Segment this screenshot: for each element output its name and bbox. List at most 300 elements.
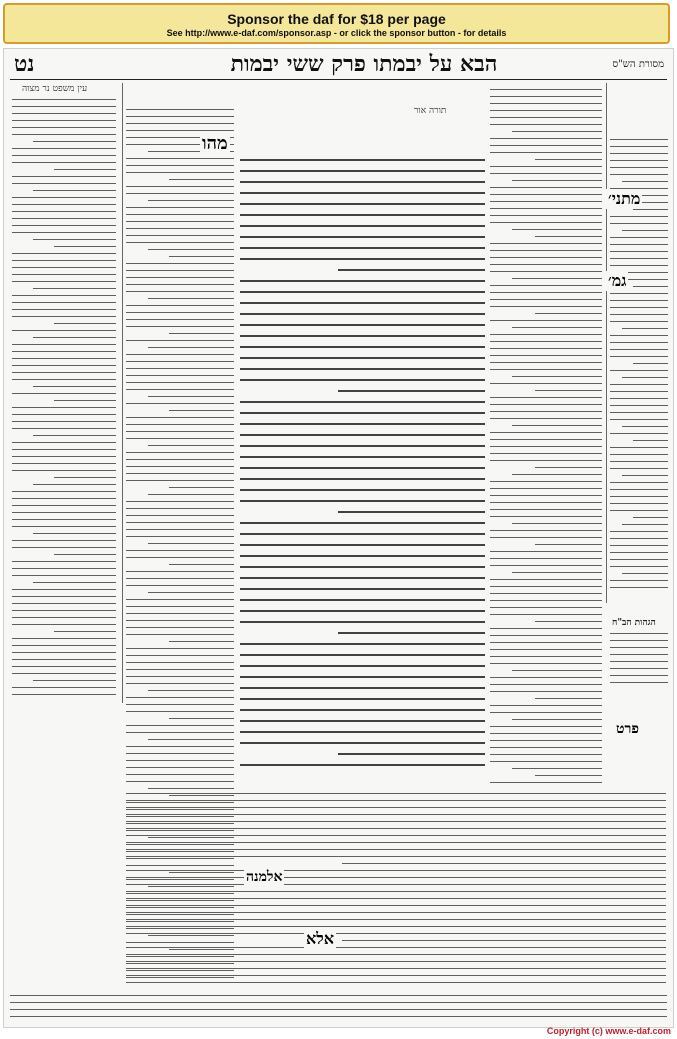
text-line [240,401,485,403]
text-line [610,587,668,588]
text-line [240,522,485,524]
text-line [490,551,602,552]
copyright-text: Copyright (c) www.e-daf.com [546,1026,671,1036]
text-line [610,640,668,641]
text-line [610,675,668,676]
text-line [148,592,234,593]
text-line [126,214,234,215]
text-line [610,307,668,308]
text-line [490,383,602,384]
text-line [240,577,485,579]
text-line [240,170,485,172]
text-line [126,947,666,948]
text-line [610,468,668,469]
text-line [12,176,116,177]
text-line [12,673,116,674]
text-line [490,628,602,629]
text-line [490,397,602,398]
text-line [126,424,234,425]
text-line [610,265,668,266]
text-line [12,316,116,317]
text-line [240,610,485,612]
text-line [148,494,234,495]
text-line [126,207,234,208]
text-line [490,579,602,580]
text-line [338,632,485,634]
text-line [490,369,602,370]
text-line [342,940,666,941]
text-line [610,538,668,539]
text-line [490,733,602,734]
text-line [12,358,116,359]
text-line [490,509,602,510]
text-line [12,568,116,569]
text-line [338,753,485,755]
text-line [126,835,666,836]
text-line [126,403,234,404]
keyword-gemara: גמ׳ [608,271,627,290]
text-line [126,431,234,432]
text-line [126,361,234,362]
text-line [338,511,485,513]
text-line [12,421,116,422]
text-line [126,536,234,537]
text-line [490,530,602,531]
text-line [126,235,234,236]
text-line [610,447,668,448]
text-line [240,357,485,359]
text-line [12,666,116,667]
text-line [126,116,234,117]
text-line [610,566,668,567]
rashi-column [490,89,602,789]
text-line [490,292,602,293]
text-line [490,747,602,748]
text-line [490,614,602,615]
text-line [633,517,668,518]
text-line [126,599,234,600]
text-line [12,344,116,345]
text-line [240,467,485,469]
text-line [54,554,116,555]
text-line [240,720,485,722]
text-line [240,159,485,161]
text-line [126,870,666,871]
text-line [12,561,116,562]
text-line [610,682,668,683]
text-line [126,277,234,278]
text-line [12,463,116,464]
text-line [126,389,234,390]
text-line [12,379,116,380]
text-line [12,274,116,275]
text-line [54,400,116,401]
text-line [126,578,234,579]
text-line [240,456,485,458]
text-line [622,328,668,329]
text-line [169,410,234,411]
text-line [490,558,602,559]
text-line [126,814,666,815]
text-line [490,642,602,643]
text-line [490,481,602,482]
gemara-text [240,159,485,779]
text-line [126,291,234,292]
text-line [126,662,234,663]
text-line [126,186,234,187]
text-line [126,926,666,927]
text-line [148,690,234,691]
text-line [169,256,234,257]
text-line [240,654,485,656]
masechet-label: מסורת הש"ס [612,59,664,70]
text-line [126,828,666,829]
text-line [10,1002,667,1003]
text-line [240,445,485,447]
text-line [240,566,485,568]
text-line [126,954,666,955]
text-line [610,433,668,434]
text-line [490,488,602,489]
text-line [12,120,116,121]
text-line [610,146,668,147]
text-line [169,179,234,180]
text-line [126,130,234,131]
text-line [33,337,116,338]
text-line [610,647,668,648]
text-line [126,172,234,173]
text-line [490,355,602,356]
text-line [12,428,116,429]
text-line [610,293,668,294]
text-line [490,152,602,153]
text-line [535,775,602,776]
text-line [240,225,485,227]
text-line [12,281,116,282]
text-line [12,512,116,513]
text-line [512,180,602,181]
text-line [126,284,234,285]
text-line [12,302,116,303]
text-line [490,96,602,97]
text-line [633,286,668,287]
text-line [126,849,666,850]
text-line [12,687,116,688]
text-line [126,683,234,684]
text-line [610,545,668,546]
text-line [126,627,234,628]
text-line [148,347,234,348]
column-divider-right [606,83,607,603]
text-line [610,335,668,336]
text-line [240,676,485,678]
text-line [148,788,234,789]
text-line [12,414,116,415]
text-line [12,519,116,520]
text-line [633,209,668,210]
text-line [490,663,602,664]
text-line [490,124,602,125]
text-line [12,372,116,373]
text-line [126,781,234,782]
text-line [126,417,234,418]
text-line [12,106,116,107]
text-line [12,540,116,541]
text-line [610,661,668,662]
text-line [490,607,602,608]
text-line [622,475,668,476]
text-line [126,725,234,726]
text-line [610,314,668,315]
text-line [490,320,602,321]
text-line [490,432,602,433]
text-line [490,495,602,496]
text-line [240,214,485,216]
text-line [126,242,234,243]
text-line [12,659,116,660]
text-line [12,253,116,254]
text-line [12,596,116,597]
text-line [33,141,116,142]
text-line [126,312,234,313]
text-line [490,677,602,678]
text-line [126,326,234,327]
text-line [240,236,485,238]
text-line [54,631,116,632]
text-line [490,656,602,657]
text-line [490,215,602,216]
text-line [610,489,668,490]
text-line [240,764,485,766]
text-line [126,228,234,229]
text-line [240,280,485,282]
text-line [490,593,602,594]
hagahot-text [610,633,668,693]
text-line [512,229,602,230]
text-line [535,390,602,391]
text-line [610,160,668,161]
text-line [240,423,485,425]
text-line [240,203,485,205]
text-line [610,419,668,420]
text-line [12,470,116,471]
text-line [490,600,602,601]
text-line [610,139,668,140]
text-line [12,645,116,646]
text-line [12,491,116,492]
text-line [12,603,116,604]
text-line [33,386,116,387]
text-line [610,300,668,301]
sponsor-title: Sponsor the daf for $18 per page [227,11,446,27]
text-line [610,356,668,357]
sponsor-banner[interactable] [3,3,670,44]
text-line [240,621,485,623]
text-line [490,89,602,90]
text-line [610,633,668,634]
text-line [610,461,668,462]
text-line [342,863,666,864]
text-line [240,258,485,260]
text-line [169,487,234,488]
text-line [610,654,668,655]
text-line [512,425,602,426]
text-line [490,341,602,342]
text-line [610,237,668,238]
text-line [126,697,234,698]
text-line [490,726,602,727]
text-line [240,291,485,293]
keyword-ela: אלא [306,929,335,948]
text-line [490,250,602,251]
text-line [148,445,234,446]
text-line [12,211,116,212]
text-line [169,564,234,565]
page-number: נט [14,51,35,77]
keyword-alma: אלמנה [246,869,283,885]
text-line [54,323,116,324]
text-line [126,884,666,885]
text-line [126,501,234,502]
text-line [512,670,602,671]
text-line [12,267,116,268]
text-line [490,502,602,503]
text-line [490,110,602,111]
text-line [126,368,234,369]
text-line [240,192,485,194]
text-line [240,533,485,535]
text-line [10,1016,667,1017]
text-line [610,258,668,259]
text-line [126,466,234,467]
text-line [12,113,116,114]
text-line [148,298,234,299]
text-line [126,550,234,551]
text-line [126,270,234,271]
text-line [126,452,234,453]
text-line [490,306,602,307]
text-line [126,648,234,649]
text-line [54,246,116,247]
text-line [12,442,116,443]
text-line [240,588,485,590]
text-line [610,496,668,497]
text-line [622,181,668,182]
text-line [490,194,602,195]
text-line [12,449,116,450]
text-line [622,377,668,378]
text-line [12,134,116,135]
text-line [240,489,485,491]
text-line [126,655,234,656]
text-line [126,711,234,712]
text-line [240,500,485,502]
text-line [610,384,668,385]
text-line [490,740,602,741]
text-line [240,302,485,304]
text-line [622,573,668,574]
talmud-page [3,48,674,1028]
text-line [610,216,668,217]
text-line [126,669,234,670]
ein-mishpat-label: עין משפט נר מצוה [22,84,88,94]
text-line [490,705,602,706]
text-line [126,800,666,801]
text-line [12,148,116,149]
text-line [126,375,234,376]
text-line [490,439,602,440]
text-line [12,547,116,548]
text-line [610,668,668,669]
text-line [126,919,666,920]
text-line [54,477,116,478]
text-line [490,684,602,685]
text-line [12,225,116,226]
text-line [610,342,668,343]
text-line [490,418,602,419]
text-line [240,665,485,667]
text-line [610,482,668,483]
text-line [169,718,234,719]
text-line [610,174,668,175]
text-line [490,208,602,209]
text-line [535,313,602,314]
hagahot-title: הגהות הב"ח [612,618,656,628]
text-line [490,117,602,118]
text-line [126,438,234,439]
text-line [338,390,485,392]
text-line [12,127,116,128]
text-line [12,652,116,653]
margin-column-left [12,99,116,699]
text-line [490,138,602,139]
text-line [148,739,234,740]
text-line [240,335,485,337]
text-line [12,155,116,156]
text-line [33,582,116,583]
text-line [12,99,116,100]
text-line [12,197,116,198]
text-line [12,183,116,184]
text-line [240,709,485,711]
text-line [490,348,602,349]
text-line [610,223,668,224]
text-line [490,691,602,692]
text-line [126,480,234,481]
text-line [12,617,116,618]
text-line [512,474,602,475]
text-line [622,524,668,525]
text-line [490,334,602,335]
keyword-matni: מתני׳ [608,189,641,208]
text-line [240,742,485,744]
text-line [148,543,234,544]
text-line [610,321,668,322]
text-line [33,288,116,289]
text-line [12,309,116,310]
text-line [622,426,668,427]
text-line [126,382,234,383]
text-line [490,446,602,447]
text-line [240,643,485,645]
text-line [490,173,602,174]
text-line [490,299,602,300]
text-line [490,285,602,286]
text-line [240,731,485,733]
text-line [126,905,666,906]
text-line [33,190,116,191]
text-line [12,218,116,219]
